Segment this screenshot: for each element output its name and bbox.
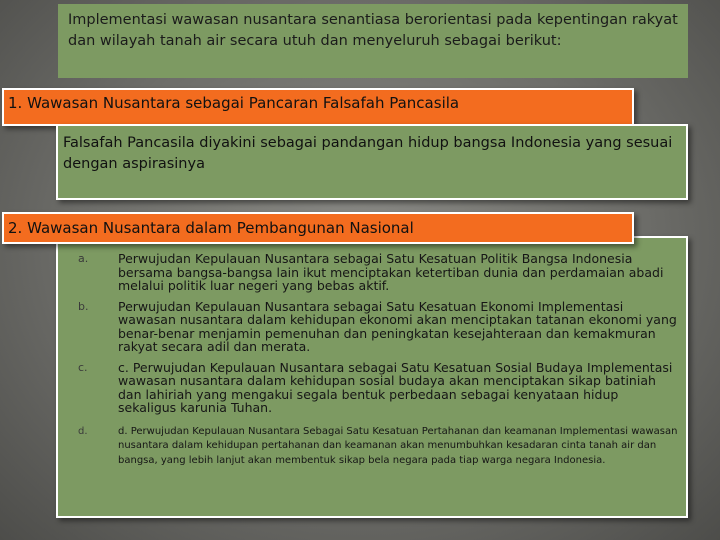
list-item-text: d. Perwujudan Kepulauan Nusantara Sebagai Satu Kesatuan Pertahanan dan keamanan Implementasi wawasan nusantara dalam kehidupan pertahanan dan keamanan akan menumbuhkan kesadaran cinta tanah air dan bangsa, yang lebih lanjut akan membentuk sikap bela negara pada tiap warga negara Indonesia. — [118, 425, 678, 466]
list-item-a — [78, 252, 678, 293]
section2-heading: 2. Wawasan Nusantara dalam Pembangunan Nasional — [8, 219, 414, 237]
section2-heading-box — [2, 212, 634, 244]
section1-body-box — [56, 124, 688, 200]
list-item-text: Perwujudan Kepulauan Nusantara sebagai Satu Kesatuan Politik Bangsa Indonesia bersama bangsa-bangsa lain ikut menciptakan ketertiban dunia dan perdamaian abadi melalui politik luar negeri yang bebas aktif. — [118, 251, 664, 293]
intro-box — [58, 4, 688, 78]
list-item-d — [78, 425, 678, 469]
list-marker: d. — [78, 425, 88, 437]
list-item-text: c. Perwujudan Kepulauan Nusantara sebagai Satu Kesatuan Sosial Budaya Implementasi wawasan nusantara dalam kehidupan sosial budaya akan menciptakan sikap batiniah dan lahiriah yang mengakui segala bentuk perbedaan sebagai kenyataan hidup sekaligus karunia Tuhan. — [118, 359, 673, 415]
list-marker: c. — [78, 360, 88, 374]
list-item-text: Perwujudan Kepulauan Nusantara sebagai Satu Kesatuan Ekonomi Implementasi wawasan nusantara dalam kehidupan ekonomi akan menciptakan tatanan ekonomi yang benar-benar menjamin pemenuhan dan peningkatan kesejahteraan dan kemakmuran rakyat secara adil dan merata. — [118, 298, 677, 354]
section1-heading: 1. Wawasan Nusantara sebagai Pancaran Falsafah Pancasila — [8, 94, 460, 112]
list-marker: a. — [78, 252, 89, 265]
list-item-c — [78, 361, 678, 415]
list-marker: b. — [78, 299, 89, 313]
list-item-b — [78, 300, 678, 354]
section1-heading-box — [2, 88, 634, 126]
section2-list-box — [56, 236, 688, 518]
intro-text: Implementasi wawasan nusantara senantiasa berorientasi pada kepentingan rakyat dan wilayah tanah air secara utuh dan menyeluruh sebagai berikut: — [68, 12, 678, 49]
section1-body: Falsafah Pancasila diyakini sebagai pandangan hidup bangsa Indonesia yang sesuai dengan aspirasinya — [63, 135, 673, 172]
